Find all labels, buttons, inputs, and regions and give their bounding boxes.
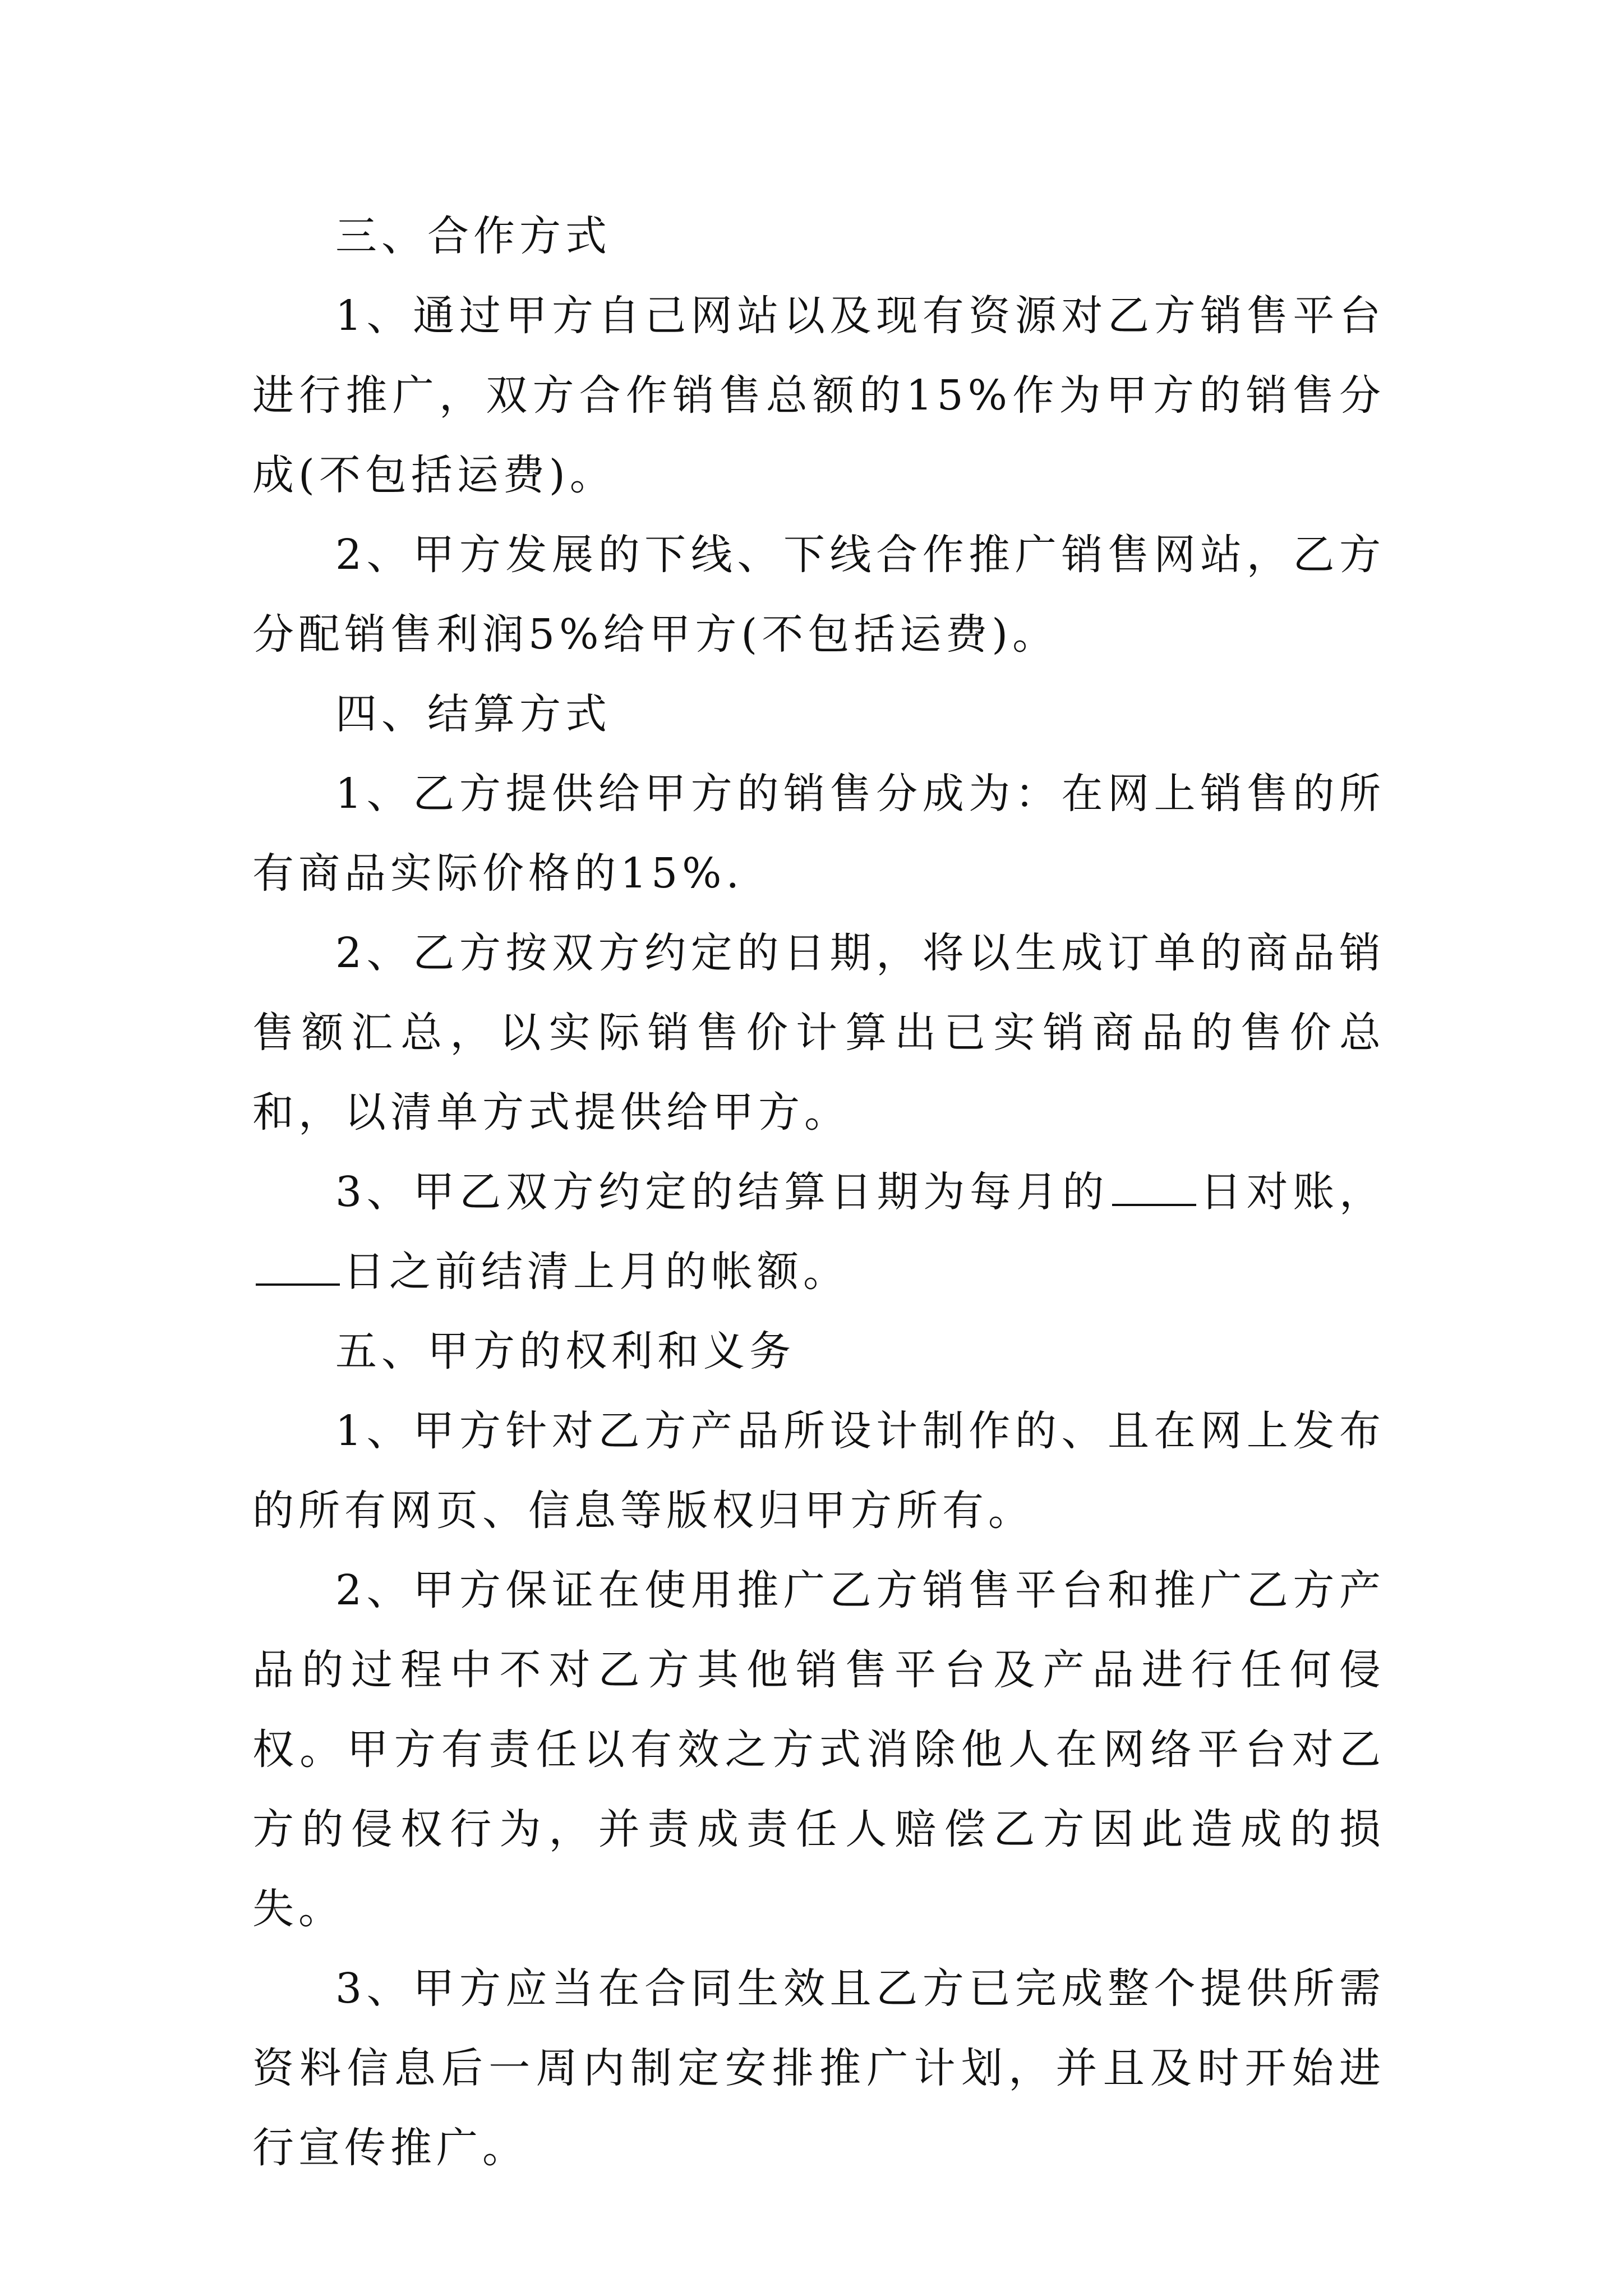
clause-4-3 — [252, 1152, 1385, 1312]
clause-3-2: 2、甲方发展的下线、下线合作推广销售网站，乙方分配销售利润5%给甲方(不包括运费)。 — [252, 531, 1385, 659]
clause-4-3-part-3: 日之前结清上月的帐额。 — [343, 1248, 849, 1296]
section-heading-cooperation: 三、合作方式 — [335, 212, 611, 260]
clause-5-2: 2、甲方保证在使用推广乙方销售平台和推广乙方产品的过程中不对乙方其他销售平台及产品进行任何侵权。甲方有责任以有效之方式消除他人在网络平台对乙方的侵权行为，并责成责任人赔偿乙方因此造成的损失。 — [252, 1566, 1385, 1933]
fill-in-blank-settle-day[interactable] — [256, 1250, 340, 1286]
document-page — [252, 196, 1385, 2188]
clause-4-3-part-1: 3、甲乙双方约定的结算日期为每月的 — [335, 1168, 1109, 1216]
clause-4-2: 2、乙方按双方约定的日期，将以生成订单的商品销售额汇总，以实际销售价计算出已实销商品的售价总和，以清单方式提供给甲方。 — [252, 929, 1385, 1137]
clause-4-1: 1、乙方提供给甲方的销售分成为：在网上销售的所有商品实际价格的15%. — [252, 770, 1385, 898]
clause-3-1: 1、通过甲方自己网站以及现有资源对乙方销售平台进行推广，双方合作销售总额的15%作为甲方的销售分成(不包括运费)。 — [252, 292, 1385, 499]
fill-in-blank-reconcile-day[interactable] — [1112, 1170, 1196, 1206]
clause-5-3: 3、甲方应当在合同生效且乙方已完成整个提供所需资料信息后一周内制定安排推广计划，并且及时开始进行宣传推广。 — [252, 1964, 1385, 2172]
clause-5-1: 1、甲方针对乙方产品所设计制作的、且在网上发布的所有网页、信息等版权归甲方所有。 — [252, 1407, 1385, 1535]
clause-4-3-part-2: 日对账， — [1200, 1168, 1385, 1216]
section-heading-settlement: 四、结算方式 — [335, 690, 611, 738]
section-heading-party-a-rights: 五、甲方的权利和义务 — [335, 1327, 795, 1375]
